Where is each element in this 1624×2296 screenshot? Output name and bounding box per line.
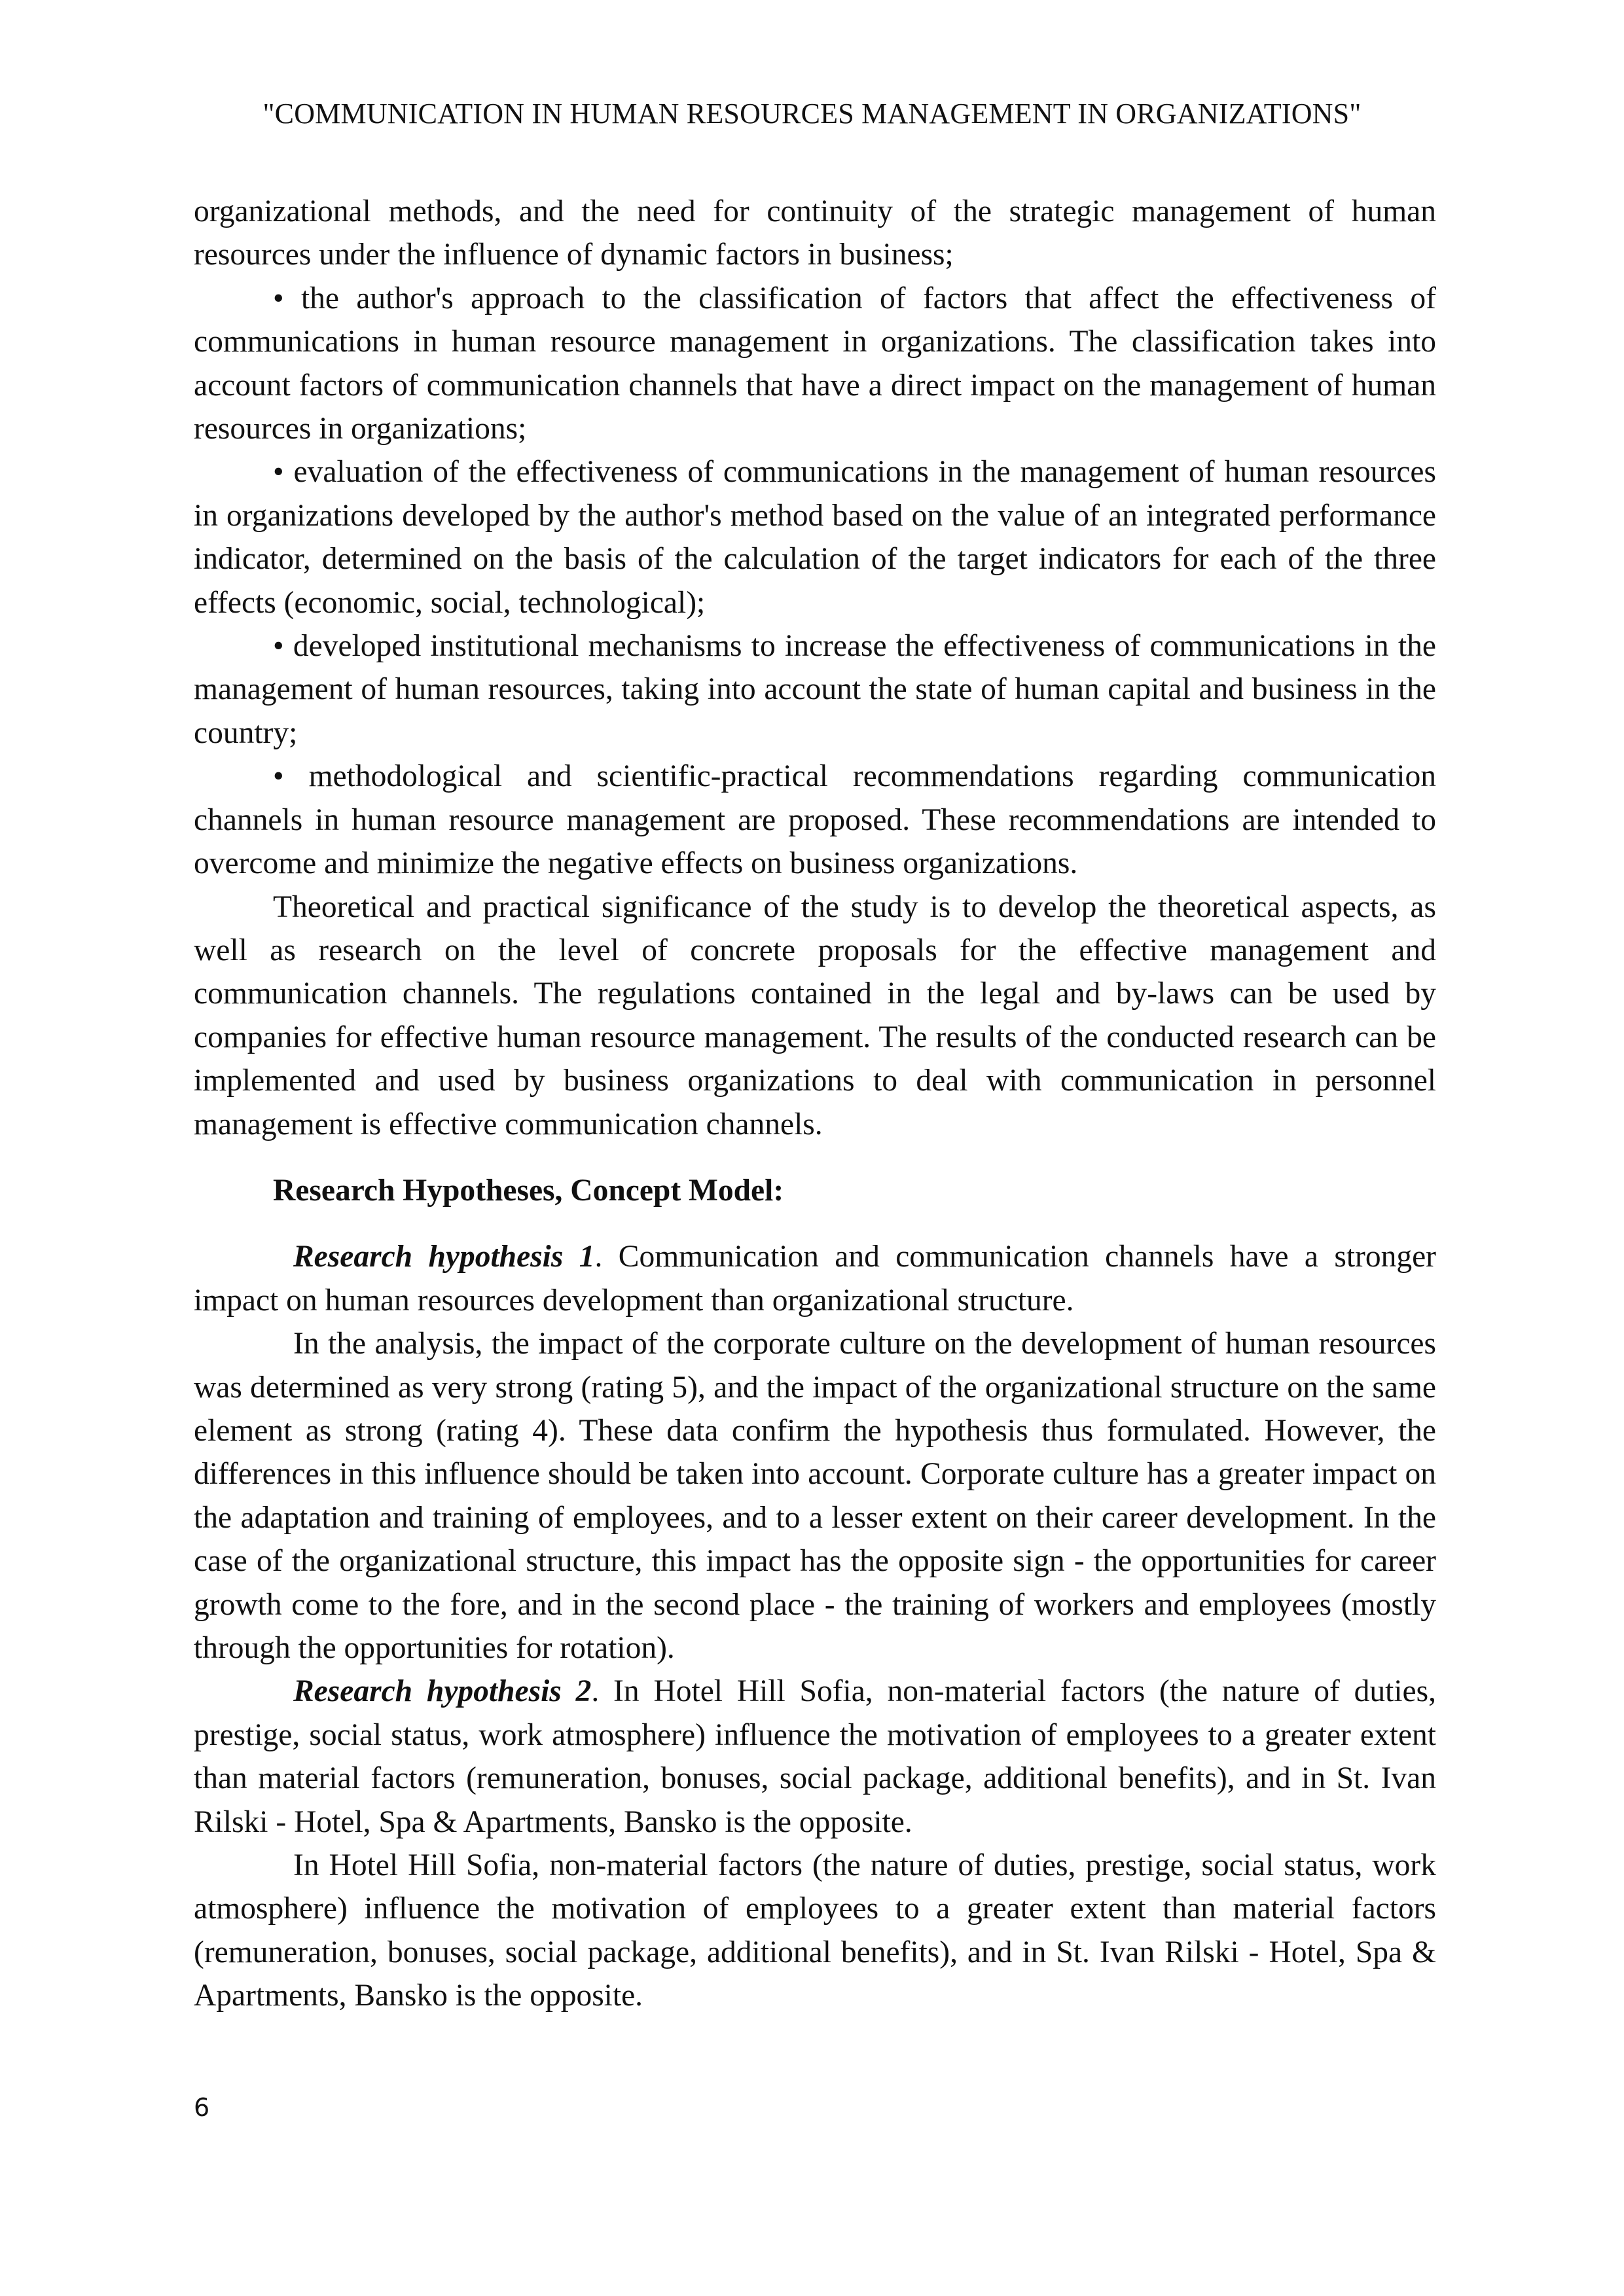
section-heading: Research Hypotheses, Concept Model: xyxy=(273,1173,784,1208)
hypothesis-1-text: . Communication and communication channels have a stronger impact on human resources development than organizational structure. xyxy=(194,1240,1436,1318)
page-body xyxy=(194,190,1436,2018)
paragraph-continuation: organizational methods, and the need for continuity of the strategic management of human resources under the influence of dynamic factors in business; xyxy=(194,194,1436,272)
paragraph-analysis: In the analysis, the impact of the corporate culture on the development of human resources was determined as very strong (rating 5), and the impact of the organizational structure on the same element as strong (rating 4). These data confirm the hypothesis thus formulated. However, the differences in this influence should be taken into account. Corporate culture has a greater impact on the adaptation and training of employees, and to a lesser extent on their career development. In the case of the organizational structure, this impact has the opposite sign - the opportunities for career growth come to the fore, and in the second place - the training of workers and employees (mostly through the opportunities for rotation). xyxy=(194,1327,1436,1665)
hypothesis-1-label: Research hypothesis 1 xyxy=(293,1240,595,1274)
paragraph-hypothesis-2-discussion: In Hotel Hill Sofia, non-material factors (the nature of duties, prestige, social status, work atmosphere) influence the motivation of employees to a greater extent than material factors (remuneration, bonuses, social package, additional benefits), and in St. Ivan Rilski - Hotel, Spa & Apartments, Bansko is the opposite. xyxy=(194,1848,1436,2013)
bullet-classification-factors: • the author's approach to the classification of factors that affect the effectiveness of communications in human resource management in organizations. The classification takes into account factors of communication channels that have a direct impact on the management of human resources in organizations; xyxy=(194,281,1436,446)
paragraph-hypothesis-2 xyxy=(194,1670,1436,1844)
bullet-institutional-mechanisms: • developed institutional mechanisms to increase the effectiveness of communications in the management of human resources, taking into account the state of human capital and business in the country; xyxy=(194,629,1436,750)
bullet-recommendations: • methodological and scientific-practical recommendations regarding communication channels in human resource management are proposed. These recommendations are intended to overcome and minimize the negative effects on business organizations. xyxy=(194,759,1436,881)
bullet-evaluation-effectiveness: • evaluation of the effectiveness of communications in the management of human resources in organizations developed by the author's method based on the value of an integrated performance indicator, determined on the basis of the calculation of the target indicators for each of the three effects (economic, social, technological); xyxy=(194,455,1436,620)
hypothesis-2-label: Research hypothesis 2 xyxy=(293,1674,592,1709)
page-number: 6 xyxy=(194,2093,210,2122)
hypothesis-2-text: . In Hotel Hill Sofia, non-material factors (the nature of duties, prestige, social status, work atmosphere) influence the motivation of employees to a greater extent than material factors (remuneration, bonuses, social package, additional benefits), and in St. Ivan Rilski - Hotel, Spa & Apartments, Bansko is the opposite. xyxy=(194,1674,1436,1839)
running-header: "COMMUNICATION IN HUMAN RESOURCES MANAGEMENT IN ORGANIZATIONS" xyxy=(262,98,1362,130)
paragraph-hypothesis-1 xyxy=(194,1235,1436,1322)
paragraph-significance: Theoretical and practical significance of the study is to develop the theoretical aspects, as well as research on the level of concrete proposals for the effective management and communication channels. The regulations contained in the legal and by-laws can be used by companies for effective human resource management. The results of the conducted research can be implemented and used by business organizations to deal with communication in personnel management is effective communication channels. xyxy=(194,889,1436,1141)
